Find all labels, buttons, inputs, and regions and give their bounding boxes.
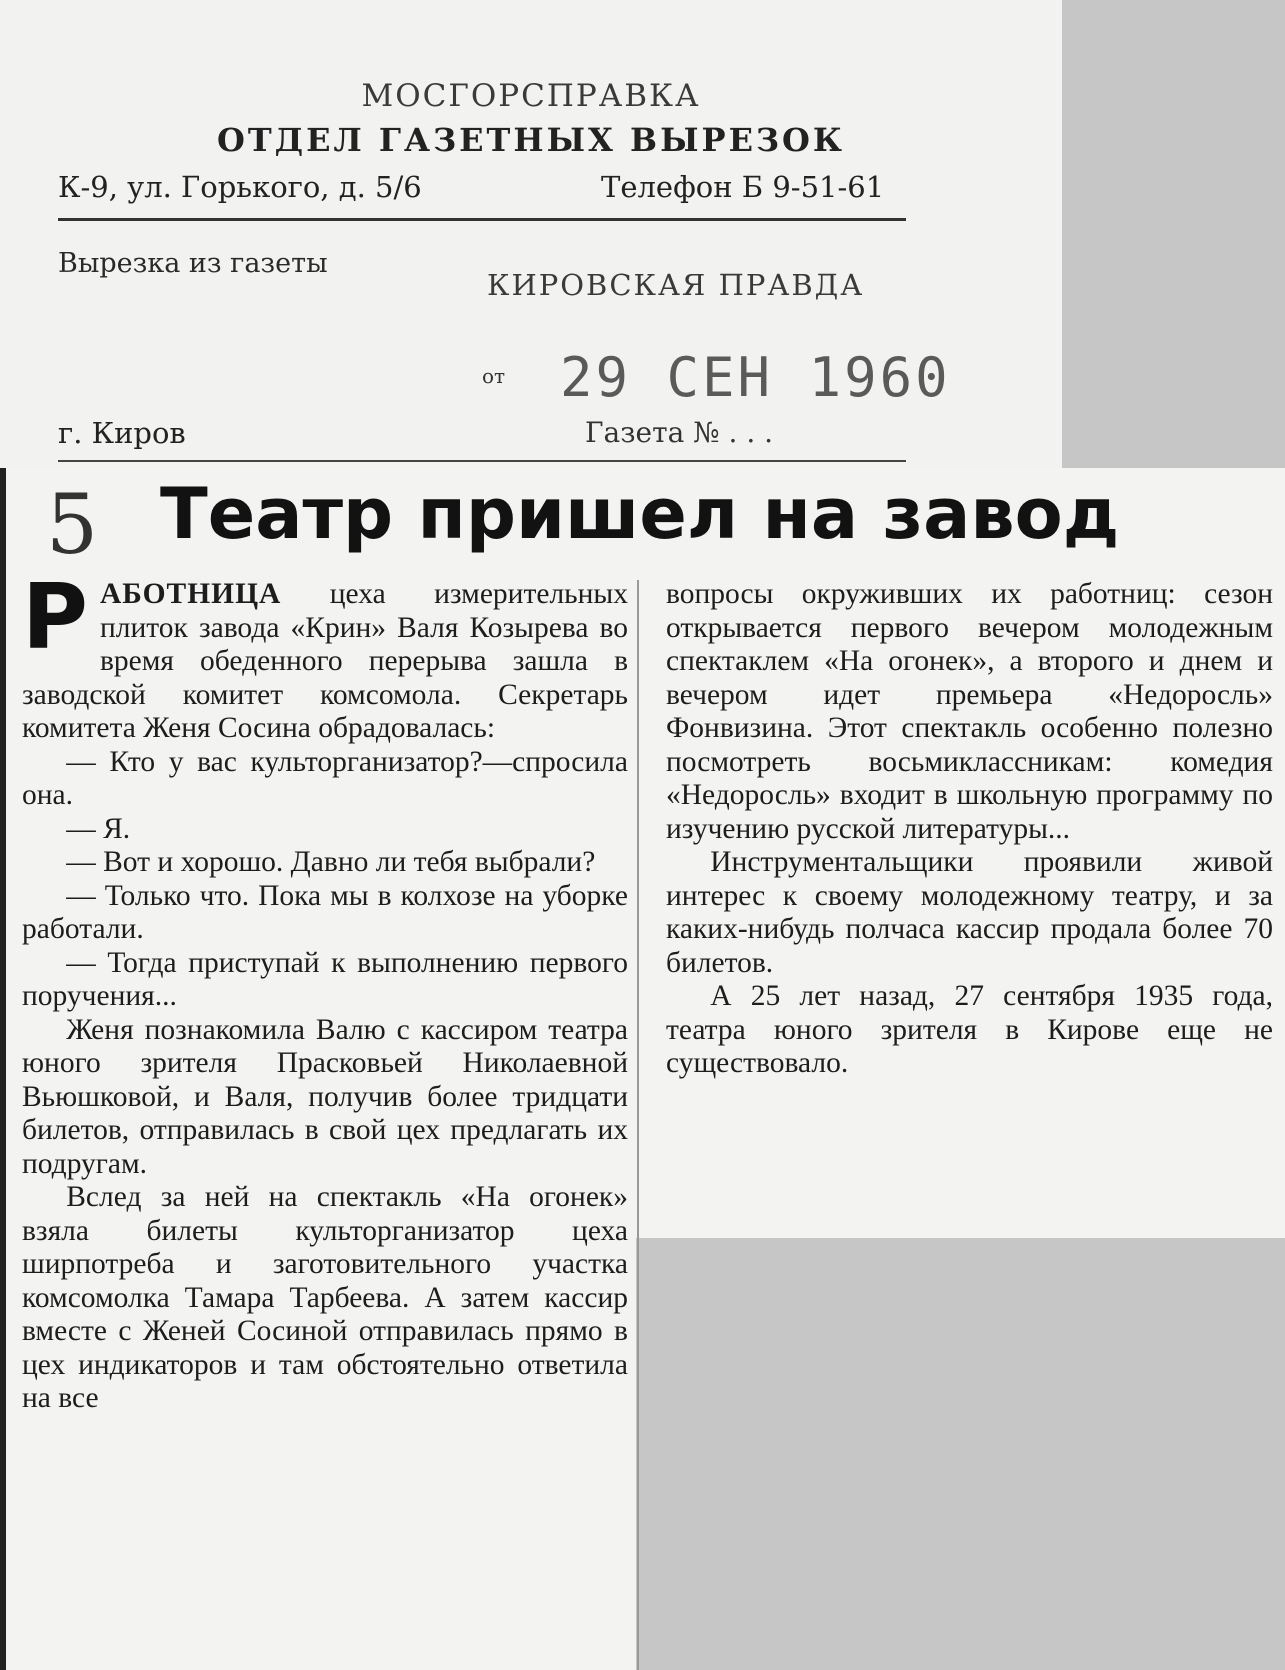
paragraph: — Я. [66,812,131,845]
city: г. Киров [58,416,186,450]
column-divider [637,580,639,1670]
cutting-label: Вырезка из газеты [58,248,328,279]
paragraph: Вслед за ней на спектакль «На огонек» взяла билеты культорганизатор цеха ширпотреба и заготовительного участка комсомолка Тамара Тарбеева. А затем кассир вместе с Женей Сосиной отправилась прямо в цех индикаторов и там обстоятельно ответила на все [22,1181,628,1414]
article-headline: Театр пришел на завод [160,473,1120,555]
paragraph-text: цеха измерительных плиток завода «Крин» Валя Козырева во время обеденного перерыва зашла в заводской комитет комсомола. Секретарь комитета Женя Сосина обрадовалась: [22,578,628,744]
newspaper-name: КИРОВСКАЯ ПРАВДА [487,268,865,302]
address: К-9, ул. Горького, д. 5/6 [58,170,422,204]
drop-cap: Р [22,565,88,670]
paragraph: Женя познакомила Валю с кассиром театра юного зрителя Прасковьей Николаевной Вьюшковой, и Валя, получив более тридцати билетов, отправилась в свой цех предлагать их подругам. [22,1013,628,1180]
paragraph [22,565,628,746]
article-right-column [666,578,1273,1081]
paragraph: Инструментальщики проявили живой интерес к своему молодежному театру, и за каких-нибудь полчаса кассир продала более 70 билетов. [666,846,1273,979]
issue-number: Газета № . . . [585,416,774,449]
paragraph: вопросы окруживших их работниц: сезон открывается первого вечером молодежным спектаклем «На огонек», а второго и днем и вечером идет премьера «Недоросль» Фонвизина. Этот спектакль особенно полезно посмотреть восьмиклассникам: комедия «Недоросль» входит в школьную программу по изучению русской литературы... [666,578,1273,845]
paragraph: — Тогда приступай к выполнению первого поручения... [22,946,628,1012]
paragraph: — Вот и хорошо. Давно ли тебя выбрали? [66,846,596,878]
header-divider [58,218,906,221]
paragraph: — Кто у вас культорганизатор?—спросила она. [22,745,628,811]
organization-name: МОСГОРСПРАВКА [361,78,701,114]
date-stamp: 29 СЕН 1960 [560,346,951,409]
phone-number: Телефон Б 9-51-61 [601,170,885,204]
date-prefix: от [482,364,506,388]
department-name: ОТДЕЛ ГАЗЕТНЫХ ВЫРЕЗОК [216,121,846,159]
lead-word: АБОТНИЦА [99,578,282,610]
clipping-header-card [0,0,1062,480]
paragraph: А 25 лет назад, 27 сентября 1935 года, театра юного зрителя в Кирове еще не существовало. [666,980,1273,1079]
paragraph: — Только что. Пока мы в колхозе на уборке работали. [22,879,628,945]
article-number-mark: 5 [46,478,99,573]
clipping-left-edge [0,468,6,1670]
article-left-column [22,565,628,1416]
header-bottom-divider [58,460,906,462]
